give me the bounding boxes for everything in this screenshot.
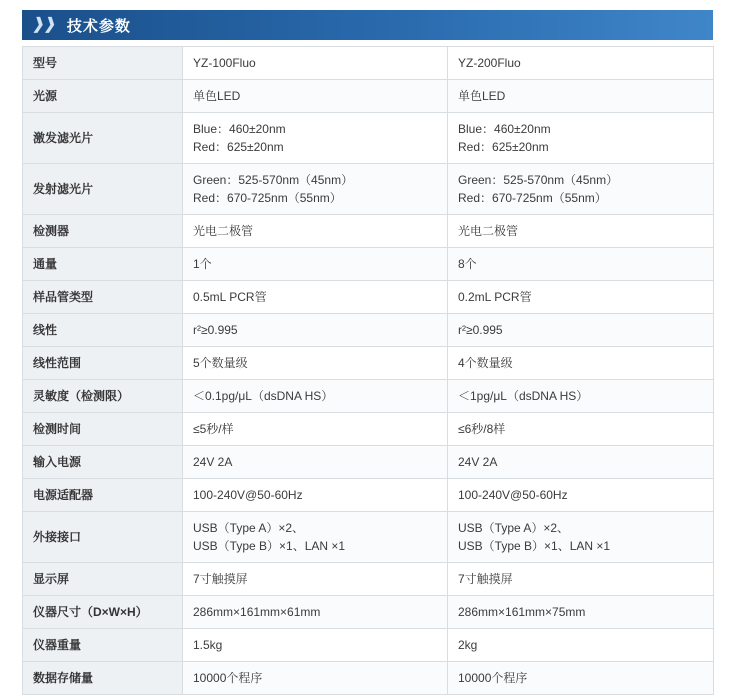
value-line: 100-240V@50-60Hz xyxy=(458,488,568,502)
double-chevron-icon: ❱❱ xyxy=(30,16,57,33)
section-header xyxy=(22,10,713,40)
value-line: 100-240V@50-60Hz xyxy=(193,488,303,502)
value-line: 光电二极管 xyxy=(458,224,519,238)
row-label: 线性范围 xyxy=(23,347,183,380)
value-line: USB（Type A）×2、 xyxy=(458,521,570,535)
value-line: Green：525-570nm（45nm） xyxy=(458,173,619,187)
row-value-col2 xyxy=(448,380,714,413)
value-line: Red：625±20nm xyxy=(458,140,549,154)
value-line: 5个数量级 xyxy=(193,356,248,370)
table-row xyxy=(23,347,714,380)
row-value-col2 xyxy=(448,47,714,80)
row-value-col1 xyxy=(183,512,448,563)
row-value-col2 xyxy=(448,596,714,629)
row-value-col1 xyxy=(183,479,448,512)
row-value-col2 xyxy=(448,248,714,281)
row-value-col1 xyxy=(183,281,448,314)
value-line: 单色LED xyxy=(193,89,241,103)
value-line: ≤6秒/8样 xyxy=(458,422,506,436)
value-line: r²≥0.995 xyxy=(193,323,238,337)
table-row xyxy=(23,314,714,347)
value-line: USB（Type A）×2、 xyxy=(193,521,305,535)
value-line: ＜0.1pg/μL（dsDNA HS） xyxy=(193,389,334,403)
value-line: r²≥0.995 xyxy=(458,323,503,337)
value-line: 1.5kg xyxy=(193,638,223,652)
row-label: 输入电源 xyxy=(23,446,183,479)
value-line: USB（Type B）×1、LAN ×1 xyxy=(193,539,346,553)
row-value-col2 xyxy=(448,512,714,563)
row-label: 显示屏 xyxy=(23,563,183,596)
table-body xyxy=(23,47,714,695)
row-label: 线性 xyxy=(23,314,183,347)
row-value-col1 xyxy=(183,347,448,380)
value-line: 光电二极管 xyxy=(193,224,254,238)
value-line: 8个 xyxy=(458,257,477,271)
value-line: 286mm×161mm×75mm xyxy=(458,605,586,619)
row-value-col2 xyxy=(448,215,714,248)
value-line: 0.2mL PCR管 xyxy=(458,290,532,304)
table-row xyxy=(23,479,714,512)
value-line: YZ-200Fluo xyxy=(458,56,521,70)
row-value-col2 xyxy=(448,662,714,695)
specifications-table xyxy=(22,46,714,695)
table-row xyxy=(23,47,714,80)
row-value-col1 xyxy=(183,80,448,113)
row-value-col1 xyxy=(183,413,448,446)
row-value-col1 xyxy=(183,596,448,629)
value-line: 2kg xyxy=(458,638,478,652)
row-value-col1 xyxy=(183,314,448,347)
value-line: YZ-100Fluo xyxy=(193,56,256,70)
value-line: 286mm×161mm×61mm xyxy=(193,605,321,619)
row-value-col1 xyxy=(183,629,448,662)
row-label: 检测时间 xyxy=(23,413,183,446)
table-row xyxy=(23,446,714,479)
value-line: 10000个程序 xyxy=(458,671,528,685)
row-value-col2 xyxy=(448,80,714,113)
row-value-col2 xyxy=(448,629,714,662)
value-line: ＜1pg/μL（dsDNA HS） xyxy=(458,389,589,403)
row-label: 光源 xyxy=(23,80,183,113)
row-label: 仪器重量 xyxy=(23,629,183,662)
value-line: 4个数量级 xyxy=(458,356,513,370)
page-title: 技术参数 xyxy=(66,17,131,35)
row-value-col2 xyxy=(448,479,714,512)
row-value-col2 xyxy=(448,164,714,215)
row-label: 检测器 xyxy=(23,215,183,248)
row-label: 数据存储量 xyxy=(23,662,183,695)
row-value-col1 xyxy=(183,215,448,248)
value-line: Green：525-570nm（45nm） xyxy=(193,173,354,187)
row-label: 通量 xyxy=(23,248,183,281)
row-value-col1 xyxy=(183,164,448,215)
value-line: 24V 2A xyxy=(458,455,498,469)
table-row xyxy=(23,80,714,113)
table-row xyxy=(23,662,714,695)
row-label: 外接接口 xyxy=(23,512,183,563)
table-row xyxy=(23,596,714,629)
value-line: ≤5秒/样 xyxy=(193,422,234,436)
table-row xyxy=(23,629,714,662)
row-value-col1 xyxy=(183,380,448,413)
row-value-col2 xyxy=(448,347,714,380)
row-value-col2 xyxy=(448,314,714,347)
row-label: 发射滤光片 xyxy=(23,164,183,215)
row-label: 电源适配器 xyxy=(23,479,183,512)
value-line: Red：670-725nm（55nm） xyxy=(458,191,607,205)
table-row xyxy=(23,413,714,446)
row-value-col1 xyxy=(183,113,448,164)
table-row xyxy=(23,164,714,215)
row-value-col1 xyxy=(183,248,448,281)
value-line: 7寸触摸屏 xyxy=(193,572,248,586)
value-line: 7寸触摸屏 xyxy=(458,572,513,586)
row-label: 激发滤光片 xyxy=(23,113,183,164)
value-line: USB（Type B）×1、LAN ×1 xyxy=(458,539,611,553)
row-label: 仪器尺寸（D×W×H） xyxy=(23,596,183,629)
value-line: Red：625±20nm xyxy=(193,140,284,154)
value-line: 0.5mL PCR管 xyxy=(193,290,267,304)
row-value-col2 xyxy=(448,563,714,596)
table-row xyxy=(23,512,714,563)
table-row xyxy=(23,281,714,314)
value-line: 1个 xyxy=(193,257,212,271)
table-row xyxy=(23,563,714,596)
value-line: 24V 2A xyxy=(193,455,233,469)
row-value-col2 xyxy=(448,413,714,446)
row-value-col1 xyxy=(183,47,448,80)
value-line: Blue：460±20nm xyxy=(458,122,551,136)
row-value-col2 xyxy=(448,113,714,164)
row-value-col1 xyxy=(183,446,448,479)
value-line: Red：670-725nm（55nm） xyxy=(193,191,342,205)
table-row xyxy=(23,113,714,164)
table-row xyxy=(23,215,714,248)
table-row xyxy=(23,380,714,413)
row-value-col2 xyxy=(448,281,714,314)
value-line: 单色LED xyxy=(458,89,506,103)
row-value-col1 xyxy=(183,563,448,596)
row-value-col2 xyxy=(448,446,714,479)
row-value-col1 xyxy=(183,662,448,695)
value-line: 10000个程序 xyxy=(193,671,263,685)
value-line: Blue：460±20nm xyxy=(193,122,286,136)
row-label: 样品管类型 xyxy=(23,281,183,314)
table-row xyxy=(23,248,714,281)
row-label: 灵敏度（检测限） xyxy=(23,380,183,413)
row-label: 型号 xyxy=(23,47,183,80)
